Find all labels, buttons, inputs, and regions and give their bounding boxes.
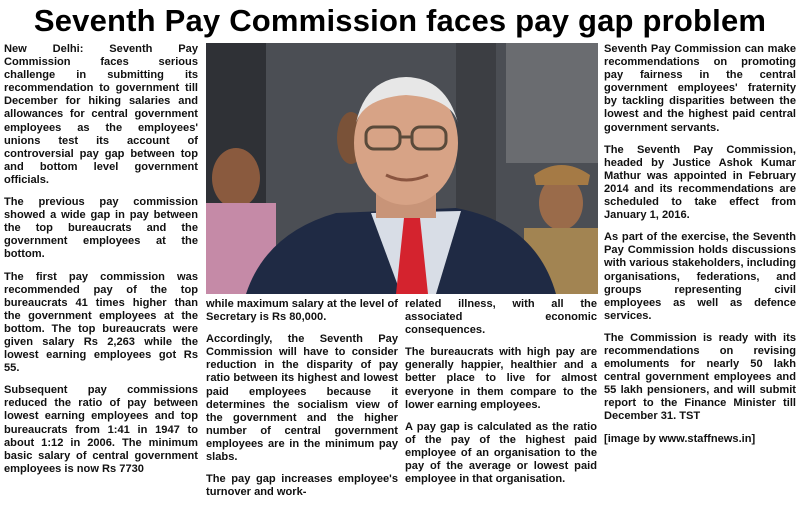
image-credit: [image by www.staffnews.in] <box>604 432 756 445</box>
paragraph: As part of the exercise, the Seventh Pay Commission holds discussions with various stakeholders, including organisations, federations, and groups representing civil employees as well as defence services. <box>604 231 796 322</box>
paragraph: The bureaucrats with high pay are generally happier, healthier and a better place to live for almost everyone in them compare to the lower earning employees. <box>405 346 597 411</box>
photo-illustration <box>206 43 598 294</box>
paragraph: The Commission is ready with its recommendations on revising emoluments for nearly 50 lakh central government employees and 55 lakh pensioners, and will submit report to the Finance Minister till December 31. TST <box>604 331 796 423</box>
paragraph: The Seventh Pay Commission, headed by Justice Ashok Kumar Mathur was appointed in February 2014 and its recommendations are scheduled to take effect from January 1, 2016. <box>604 143 796 222</box>
paragraph: Seventh Pay Commission can make recommendations on promoting pay fairness in the central government employees' fraternity by tackling disparities between the lowest and the highest paid central government servants. <box>604 43 796 134</box>
paragraph: Subsequent pay commissions reduced the ratio of pay between lowest earning employees and top bureaucrats from 1:41 in 1947 to about 1:12 in 2006. The minimum basic salary of central government employees is now Rs 7730 <box>4 384 198 475</box>
article-column-3 <box>405 298 597 523</box>
paragraph: related illness, with all the associated economic consequences. <box>405 298 597 337</box>
article-column-2 <box>206 298 398 523</box>
paragraph: The first pay commission was recommended pay of the top bureaucrats 41 times higher than the government employees at the bottom. The top bureaucrats were given salary Rs 2,263 while the lowest earning employees got Rs 55. <box>4 270 198 375</box>
paragraph: New Delhi: Seventh Pay Commission faces serious challenge in submitting its recommendation to government till December for hiking salaries and allowances for central government employees as the employees' unions test its account of controversial pay gap between top and bottom level government officials. <box>4 43 198 186</box>
paragraph: The pay gap increases employee's turnover and work- <box>206 473 398 499</box>
paragraph: Accordingly, the Seventh Pay Commission will have to consider reduction in the disparity of pay ratio between its highest and lowest paid employees because it determines the socialism view of the government and the higher number of central government employees are in the minimum pay slabs. <box>206 333 398 464</box>
paragraph: The previous pay commission showed a wide gap in pay between the top bureaucrats and the government employees at the bottom. <box>4 196 198 261</box>
paragraph: A pay gap is calculated as the ratio of the pay of the highest paid employee of an organisation to the pay of the average or lowest paid employee in that organisation. <box>405 420 597 486</box>
article-column-4 <box>604 43 796 523</box>
article-column-1 <box>4 43 198 523</box>
paragraph: while maximum salary at the level of Secretary is Rs 80,000. <box>206 298 398 324</box>
headline: Seventh Pay Commission faces pay gap problem <box>33 3 767 38</box>
news-photo <box>206 43 598 294</box>
